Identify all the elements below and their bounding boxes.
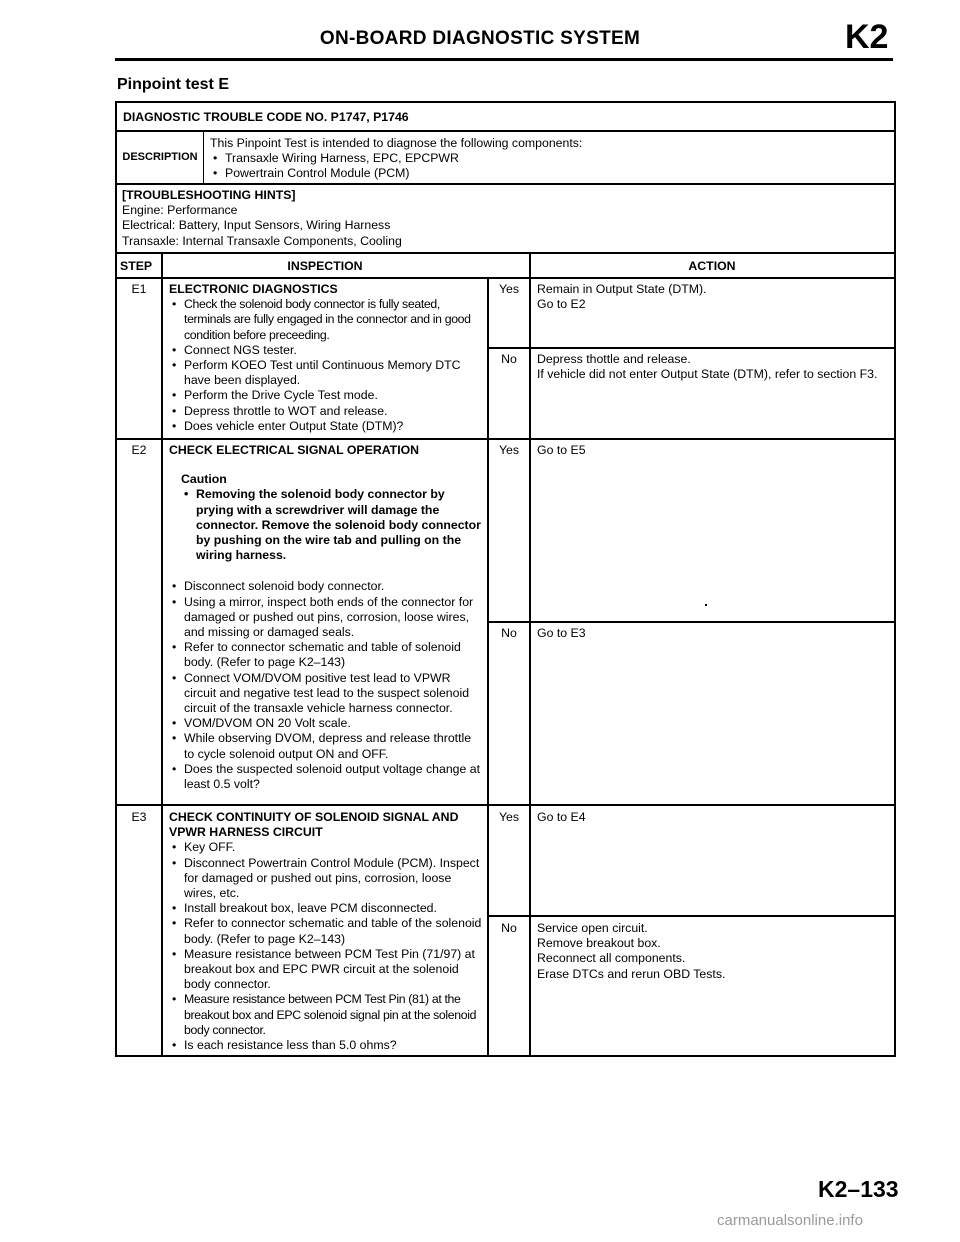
no-action (537, 352, 889, 382)
description-text (210, 136, 582, 182)
page-header-title: ON-BOARD DIAGNOSTIC SYSTEM (319, 28, 641, 49)
action-line: Remove breakout box. (537, 936, 661, 951)
header-inspection: INSPECTION (287, 259, 363, 273)
action-line: Erase DTCs and rerun OBD Tests. (537, 966, 726, 981)
yes-action (537, 810, 889, 825)
step-title: CHECK ELECTRICAL SIGNAL OPERATION (169, 443, 420, 457)
action-line: Go to E2 (537, 297, 586, 312)
yes-label: Yes (498, 810, 520, 824)
no-label: No (501, 921, 517, 935)
table-divider (487, 621, 894, 623)
table-divider (487, 347, 894, 349)
inspection-item: • Is each resistance less than 5.0 ohms? (169, 1038, 483, 1053)
header-rule (115, 58, 893, 61)
table-divider (117, 277, 894, 279)
inspection-item: • Does vehicle enter Output State (DTM)? (169, 419, 483, 434)
description-label: DESCRIPTION (117, 132, 204, 183)
step-inspection (169, 282, 483, 434)
caution-text: • Removing the solenoid body connector by prying with a screwdriver will damage the connector. Remove the solenoid body connector by pushing on the wire tab and pulling on the wiring harness. (181, 487, 483, 563)
caution-list (181, 487, 483, 563)
hints-line: Electrical: Battery, Input Sensors, Wiring Harness (122, 218, 391, 233)
inspection-item: • Refer to connector schematic and table of solenoid body. (Refer to page K2–143) (169, 640, 483, 670)
inspection-item: • Install breakout box, leave PCM disconnected. (169, 901, 483, 916)
hints-title: [TROUBLESHOOTING HINTS] (122, 188, 296, 202)
inspection-item: • Disconnect Powertrain Control Module (PCM). Inspect for damaged or pushed out pins, corrosion, loose wires, etc. (169, 856, 483, 902)
table-divider (117, 804, 894, 806)
inspection-item: • Measure resistance between PCM Test Pin (71/97) at breakout box and EPC PWR circuit at the solenoid body connector. (169, 947, 483, 993)
no-label: No (501, 626, 517, 640)
inspection-list (169, 579, 483, 792)
watermark-text: carmanualsonline.info (717, 1212, 863, 1229)
action-line: Remain in Output State (DTM). (537, 282, 707, 296)
page-number: K2–133 (818, 1176, 899, 1202)
action-line: Go to E4 (537, 810, 586, 824)
yes-label: Yes (498, 443, 520, 457)
table-divider (487, 915, 894, 917)
inspection-item: • Connect VOM/DVOM positive test lead to VPWR circuit and negative test lead to the suspect solenoid circuit of the transaxle vehicle harness connector. (169, 671, 483, 717)
inspection-item: • Refer to connector schematic and table of the solenoid body. (Refer to page K2–143) (169, 916, 483, 946)
description-item: • Transaxle Wiring Harness, EPC, EPCPWR (210, 151, 582, 166)
inspection-list (169, 297, 483, 434)
inspection-item: • Connect NGS tester. (169, 343, 483, 358)
speck (705, 604, 707, 606)
caution-title: Caution (181, 472, 227, 487)
header-step: STEP (120, 259, 153, 273)
yes-action (537, 443, 889, 458)
section-code: K2 (845, 18, 889, 56)
table-divider (117, 438, 894, 440)
dtc-line: DIAGNOSTIC TROUBLE CODE NO. P1747, P1746 (115, 101, 896, 132)
yes-label: Yes (498, 282, 520, 296)
action-line: Service open circuit. (537, 921, 648, 935)
action-line: Reconnect all components. (537, 951, 686, 966)
action-line: If vehicle did not enter Output State (DTM), refer to section F3. (537, 367, 878, 382)
troubleshooting-hints (115, 183, 896, 254)
action-line: Depress thottle and release. (537, 352, 691, 366)
hints-line: Transaxle: Internal Transaxle Components, Cooling (122, 233, 402, 248)
table-divider (487, 278, 489, 1055)
description-box (115, 130, 896, 185)
step-title: CHECK CONTINUITY OF SOLENOID SIGNAL AND VPWR HARNESS CIRCUIT (169, 810, 459, 840)
inspection-item: • Does the suspected solenoid output voltage change at least 0.5 volt? (169, 762, 483, 792)
yes-action (537, 282, 889, 312)
step-inspection (169, 810, 483, 1053)
inspection-table (115, 252, 896, 1057)
table-divider (161, 254, 163, 1055)
inspection-item: • Perform the Drive Cycle Test mode. (169, 388, 483, 403)
inspection-item: • VOM/DVOM ON 20 Volt scale. (169, 716, 483, 731)
action-line: Go to E5 (537, 443, 586, 457)
no-label: No (501, 352, 517, 366)
inspection-list (169, 840, 483, 1053)
inspection-item: • Measure resistance between PCM Test Pin (81) at the breakout box and EPC solenoid signal pin at the solenoid body connector. (169, 992, 483, 1038)
step-id: E1 (131, 282, 147, 296)
step-id: E3 (131, 810, 147, 824)
action-line: Go to E3 (537, 626, 586, 640)
inspection-item: • While observing DVOM, depress and release throttle to cycle solenoid output ON and OFF. (169, 731, 483, 761)
section-title: Pinpoint test E (117, 76, 229, 93)
step-id: E2 (131, 443, 147, 457)
table-divider (529, 254, 531, 1055)
step-title: ELECTRONIC DIAGNOSTICS (169, 282, 338, 296)
header-action: ACTION (688, 259, 736, 273)
step-inspection (169, 443, 483, 792)
inspection-item: • Disconnect solenoid body connector. (169, 579, 483, 594)
no-action (537, 921, 889, 982)
description-intro: This Pinpoint Test is intended to diagnose the following components: (210, 136, 583, 150)
description-list (210, 151, 582, 181)
hints-line: Engine: Performance (122, 203, 238, 218)
inspection-item: • Depress throttle to WOT and release. (169, 404, 483, 419)
description-item: • Powertrain Control Module (PCM) (210, 166, 582, 181)
inspection-item: • Check the solenoid body connector is fully seated, terminals are fully engaged in the connector and in good condition before preceeding. (169, 297, 483, 343)
inspection-item: • Perform KOEO Test until Continuous Memory DTC have been displayed. (169, 358, 483, 388)
inspection-item: • Using a mirror, inspect both ends of the connector for damaged or pushed out pins, corrosion, loose wires, and missing or damaged seals. (169, 595, 483, 641)
no-action (537, 626, 889, 641)
inspection-item: • Key OFF. (169, 840, 483, 855)
